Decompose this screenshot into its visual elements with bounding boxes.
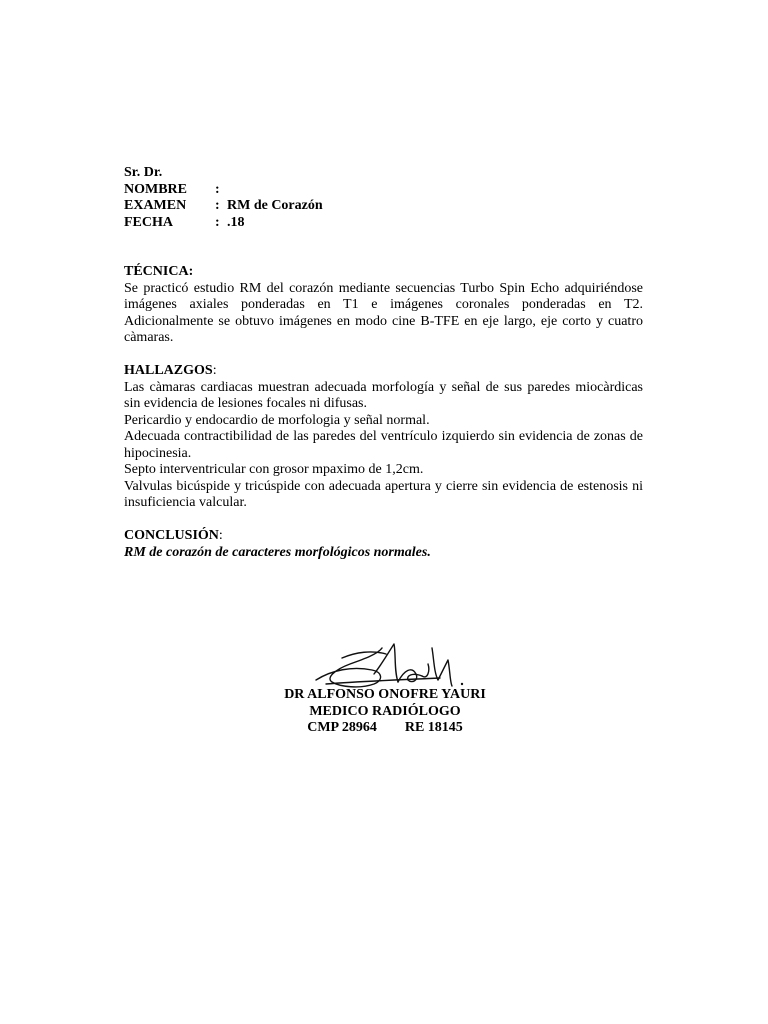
salutation-text: Sr. Dr. <box>124 165 163 180</box>
conclusion-text: RM de corazón de caracteres morfológicos normales. <box>124 544 431 560</box>
salutation <box>124 165 643 182</box>
conclusion-title-text: CONCLUSIÓN <box>124 528 219 543</box>
hallazgos-paragraph: Adecuada contractibilidad de las paredes del ventrículo izquierdo sin evidencia de zonas de hipocinesia. <box>124 429 643 461</box>
header-key: FECHA <box>124 214 173 230</box>
doctor-name: DR ALFONSO ONOFRE YAURI <box>284 687 486 702</box>
doctor-role: MEDICO RADIÓLOGO <box>309 703 461 719</box>
header-value: RM de Corazón <box>227 198 323 213</box>
hallazgos-title-colon: : <box>212 363 217 378</box>
conclusion-title <box>124 528 643 545</box>
signature-block <box>240 640 530 740</box>
hallazgos-paragraph: Valvulas bicúspide y tricúspide con adecuada apertura y cierre sin evidencia de estenosis ni insuficiencia valcular. <box>124 478 643 510</box>
header-key: NOMBRE <box>124 181 187 197</box>
tecnica-text: Se practicó estudio RM del corazón mediante secuencias Turbo Spin Echo adquiriéndose imágenes axiales ponderadas en T1 e imágenes coronales ponderadas en T2. Adicionalmente se obtuvo imágenes en modo cine B-TFE en eje largo, eje corto y cuatro càmaras. <box>124 280 643 345</box>
hallazgos-paragraph: Septo interventricular con grosor mpaximo de 1,2cm. <box>124 462 424 477</box>
signature-text <box>240 687 530 737</box>
report-document <box>124 165 643 561</box>
header-separator: : <box>215 198 220 213</box>
doctor-registration <box>240 720 530 737</box>
hallazgos-title <box>124 363 643 380</box>
handwritten-signature <box>312 640 472 692</box>
header-row-nombre <box>124 182 643 199</box>
cmp-number: CMP 28964 <box>307 720 377 735</box>
header-value: .18 <box>227 214 245 230</box>
hallazgos-paragraph: Las càmaras cardiacas muestran adecuada morfología y señal de sus paredes miocàrdicas sin evidencia de lesiones focales ni difusas. <box>124 379 643 411</box>
hallazgos-title-text: HALLAZGOS <box>124 363 213 378</box>
conclusion-title-colon: : <box>218 528 223 543</box>
header-row-examen <box>124 198 643 215</box>
header-separator: : <box>215 181 220 197</box>
tecnica-title: TÉCNICA: <box>124 264 194 279</box>
hallazgos-paragraph: Pericardio y endocardio de morfologia y señal normal. <box>124 412 430 428</box>
spacer <box>124 231 643 264</box>
re-number: RE 18145 <box>404 720 463 735</box>
header-key: EXAMEN <box>124 198 187 213</box>
header-separator: : <box>215 214 220 230</box>
spacer <box>124 347 643 364</box>
spacer <box>124 512 643 529</box>
header-row-fecha <box>124 215 643 232</box>
